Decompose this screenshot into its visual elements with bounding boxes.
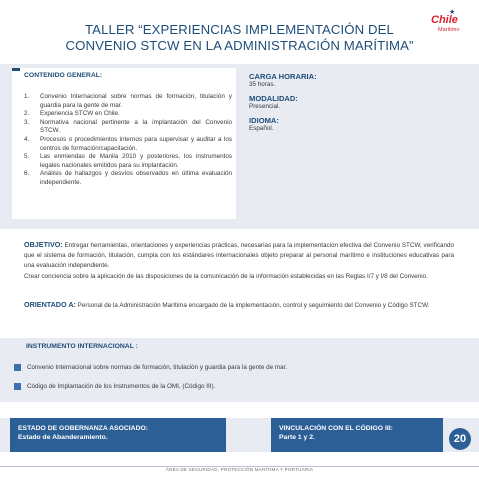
bullet-square-icon bbox=[14, 383, 21, 390]
title-line-1: TALLER “EXPERIENCIAS IMPLEMENTACIÓN DEL bbox=[85, 22, 394, 37]
page-title bbox=[0, 22, 479, 54]
list-item: 5. Las enmiendas de Manila 2010 y posteriores, los instrumentos legales nacionales emitidos para su implantación. bbox=[24, 153, 232, 169]
course-details bbox=[249, 72, 449, 138]
list-item: 1. Convenio Internacional sobre normas de formación, titulación y guardia para la gente de mar. bbox=[24, 93, 232, 109]
orientado-label: ORIENTADO A: bbox=[24, 300, 76, 309]
box-accent bbox=[12, 68, 20, 71]
modalidad-value: Presencial. bbox=[249, 103, 281, 110]
list-item: 6. Análisis de hallazgos y desvíos observados en última evaluación independiente. bbox=[24, 170, 232, 186]
idioma-value: Español. bbox=[249, 125, 274, 132]
objetivo-section bbox=[24, 240, 454, 282]
chile-maritimo-logo bbox=[431, 8, 467, 36]
carga-horaria-label: CARGA HORARIA: bbox=[249, 72, 317, 81]
star-icon: ★ bbox=[449, 9, 456, 16]
list-item: 2. Experiencia STCW en Chile. bbox=[24, 110, 120, 118]
contenido-general-label: CONTENIDO GENERAL: bbox=[24, 72, 103, 79]
contenido-list bbox=[24, 93, 232, 188]
title-line-2: CONVENIO STCW EN LA ADMINISTRACIÓN MARÍTIMA” bbox=[65, 38, 414, 53]
vinculacion-label: VINCULACIÓN CON EL CÓDIGO III: bbox=[279, 425, 393, 432]
idioma-label: IDIOMA: bbox=[249, 116, 279, 125]
vinculacion-box bbox=[271, 418, 443, 452]
carga-horaria-value: 35 horas. bbox=[249, 81, 276, 88]
objetivo-text: Entregar herramientas, orientaciones y experiencias prácticas, necesarias para la implementación efectiva del Convenio STCW, verificando que el sistema de formación, titulación, cumpla con los estándares internacionales objeto preparar al personal marítimo e instituciones educativas para una evaluación independiente. bbox=[24, 242, 455, 270]
objetivo-label: OBJETIVO: bbox=[24, 240, 63, 249]
logo-subtext: Marítimo bbox=[438, 27, 460, 33]
vinculacion-value: Parte 1 y 2. bbox=[279, 434, 315, 441]
logo-text: Chile bbox=[431, 14, 458, 26]
list-item: 4. Procesos o procedimientos internos para supervisar y auditar a los centros de formación/capacitación. bbox=[24, 135, 232, 152]
estado-gobernanza-box bbox=[10, 418, 226, 452]
estado-value: Estado de Abanderamiento. bbox=[18, 434, 108, 441]
page-number: 20 bbox=[449, 428, 471, 450]
instrumento-label: INSTRUMENTO INTERNACIONAL : bbox=[26, 343, 138, 350]
footer-text: ÁREA DE SEGURIDAD, PROTECCIÓN MARÍTIMA Y PORTUARIA bbox=[165, 467, 314, 472]
estado-label: ESTADO DE GOBERNANZA ASOCIADO: bbox=[18, 425, 149, 432]
bullet-square-icon bbox=[14, 364, 21, 371]
orientado-section bbox=[24, 300, 454, 311]
objetivo-text-2: Crear conciencia sobre la aplicación de las disposiciones de la comunicación de la información establecidas en las Reglas I/7 y I/8 del Convenio. bbox=[24, 272, 428, 280]
list-item: 3. Normativa nacional pertinente a la implantación del Convenio STCW. bbox=[24, 118, 232, 135]
orientado-text: Personal de la Administración Marítima encargado de la implementación, control y seguimiento del Convenio y Código STCW. bbox=[77, 302, 430, 309]
modalidad-label: MODALIDAD: bbox=[249, 94, 298, 103]
